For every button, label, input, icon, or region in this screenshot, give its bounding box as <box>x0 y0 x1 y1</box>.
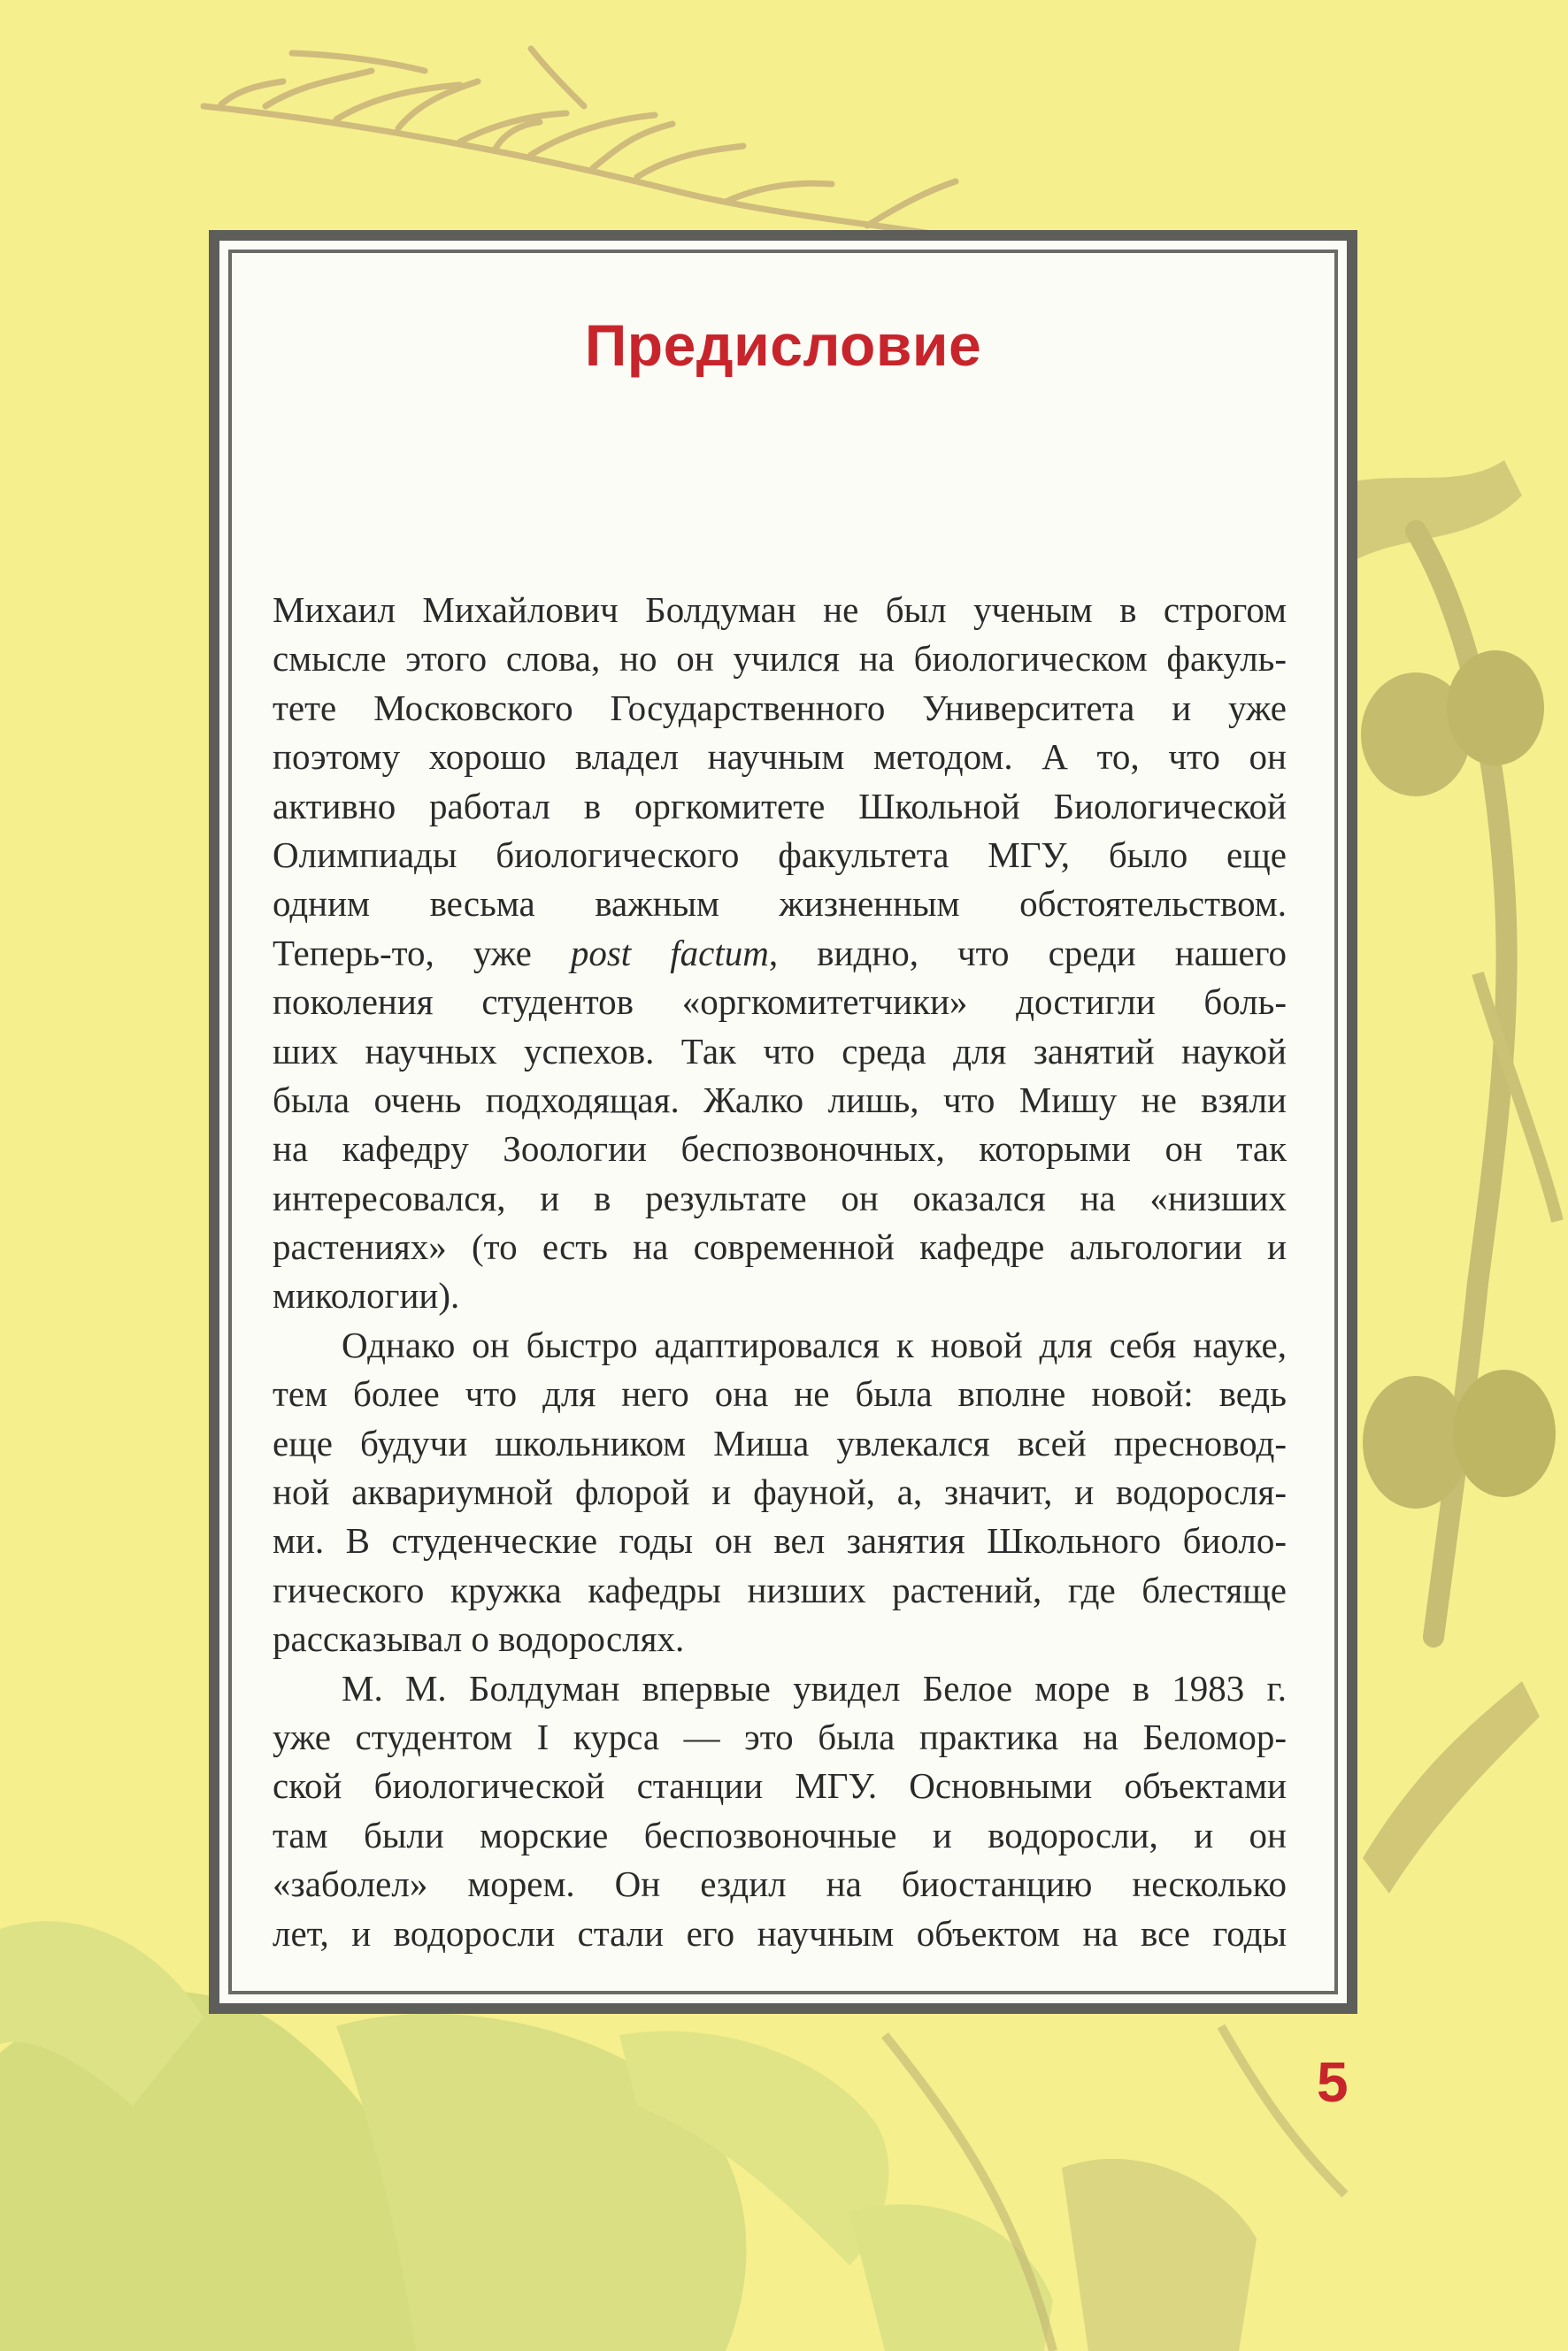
text-line: рассказывал о водорослях. <box>273 1618 685 1660</box>
text-line: Однако он быстро адаптировался к новой для себя науке, <box>342 1324 1287 1365</box>
text-line: активно работал в оргкомитете Школьной Биологической <box>273 785 1287 826</box>
page-title: Предисловие <box>584 312 982 378</box>
text-line: тете Московского Государственного Университета и уже <box>273 687 1287 728</box>
text-line: поэтому хорошо владел научным методом. А то, что он <box>273 736 1287 778</box>
text-line: ской биологической станции МГУ. Основными объектами <box>273 1765 1287 1807</box>
text-line: гического кружка кафедры низших растений, где блестяще <box>273 1569 1287 1610</box>
text-line: М. М. Болдуман впервые увидел Белое море в 1983 г. <box>342 1667 1287 1709</box>
text-line: ной аквариумной флорой и фауной, а, значит, и водоросля- <box>273 1471 1287 1513</box>
text-line: там были морские беспозвоночные и водоросли, и он <box>273 1814 1287 1855</box>
text-frame <box>209 230 1357 2014</box>
text-line: поколения студентов «оргкомитетчики» достигли боль- <box>273 981 1287 1023</box>
page-number: 5 <box>1317 2050 1349 2114</box>
text-line: растениях» (то есть на современной кафедре альгологии и <box>273 1226 1287 1268</box>
text-line: одним весьма важным жизненным обстоятельством. <box>273 883 1287 925</box>
body-text <box>273 586 1287 1958</box>
text-line: «заболел» морем. Он ездил на биостанцию несколько <box>273 1863 1287 1905</box>
top-seaweed-branch <box>204 49 956 234</box>
text-line: Михаил Михайлович Болдуман не был ученым в строгом <box>273 589 1287 630</box>
text-line: была очень подходящая. Жалко лишь, что Мишу не взяли <box>273 1079 1287 1120</box>
text-line: Олимпиады биологического факультета МГУ, было еще <box>273 834 1287 875</box>
text-line: тем более что для него она не была вполне новой: ведь <box>273 1373 1287 1415</box>
text-line: на кафедру Зоологии беспозвоночных, которыми он так <box>273 1128 1287 1170</box>
text-line: ми. В студенческие годы он вел занятия Школьного биоло- <box>273 1520 1287 1562</box>
text-line: интересовался, и в результате он оказался на «низших <box>273 1177 1287 1218</box>
text-line: уже студентом I курса — это была практика на Беломор- <box>273 1716 1287 1757</box>
text-line: еще будучи школьником Миша увлекался всей пресновод- <box>273 1422 1287 1464</box>
text-line: лет, и водоросли стали его научным объектом на все годы <box>273 1912 1287 1954</box>
text-line: смысле этого слова, но он учился на биологическом факуль- <box>273 638 1287 680</box>
text-line: ших научных успехов. Так что среда для занятий наукой <box>273 1030 1287 1072</box>
emphasis-text: post factum <box>570 932 769 973</box>
text-line: микологии). <box>273 1275 460 1317</box>
text-line: Теперь-то, уже post factum, видно, что среди нашего <box>273 932 1287 973</box>
